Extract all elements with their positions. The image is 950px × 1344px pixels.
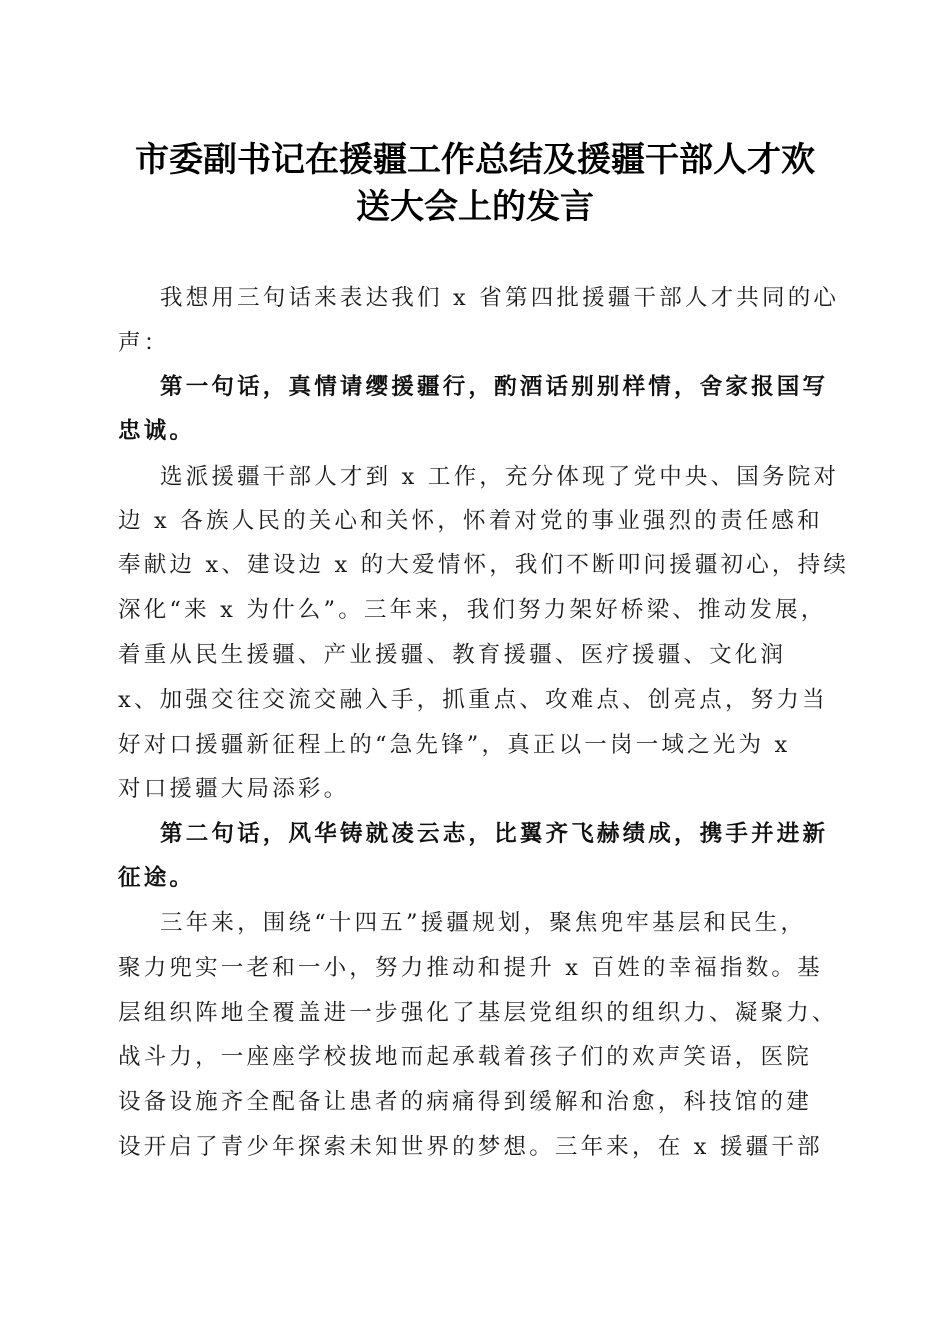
paragraph-line: 层组织阵地全覆盖进一步强化了基层党组织的组织力、凝聚力、 (118, 1000, 838, 1026)
paragraph-line: 我想用三句话来表达我们 x 省第四批援疆干部人才共同的心 (160, 285, 840, 311)
paragraph-line: 着重从民生援疆、产业援疆、教育援疆、医疗援疆、文化润 (118, 642, 787, 668)
paragraph-line: 选派援疆干部人才到 x 工作，充分体现了党中央、国务院对 (160, 464, 840, 490)
section-heading-line: 征途。 (118, 865, 196, 891)
paragraph-line: 对口援疆大局添彩。 (118, 776, 350, 802)
section-heading-line: 第二句话，风华铸就凌云志，比翼齐飞赫绩成，携手并进新 (160, 821, 829, 847)
paragraph-line: 声： (118, 330, 170, 356)
paragraph-line: 三年来，围绕“十四五”援疆规划，聚焦兜牢基层和民生， (160, 910, 807, 936)
paragraph-line: 深化“来 x 为什么”。三年来，我们努力架好桥梁、推动发展， (118, 597, 827, 623)
section-heading-line: 第一句话，真情请缨援疆行，酌酒话别别样情，舍家报国写 (160, 374, 829, 400)
paragraph-line: 奉献边 x、建设边 x 的大爱情怀，我们不断叩问援疆初心，持续 (118, 552, 850, 578)
paragraph-line: 聚力兜实一老和一小，努力推动和提升 x 百姓的幸福指数。基 (118, 955, 823, 981)
paragraph-line: 战斗力，一座座学校拔地而起承载着孩子们的欢声笑语，医院 (118, 1044, 812, 1070)
paragraph-line: 设开启了青少年探索未知世界的梦想。三年来，在 x 援疆干部 (118, 1134, 823, 1160)
paragraph-line: 好对口援疆新征程上的“急先锋”，真正以一岗一域之光为 x (118, 732, 791, 758)
paragraph-line: 边 x 各族人民的关心和关怀，怀着对党的事业强烈的责任感和 (118, 508, 823, 534)
paragraph-line: x、加强交往交流交融入手，抓重点、攻难点、创亮点，努力当 (118, 687, 828, 713)
document-title-line-2: 送大会上的发言 (356, 187, 594, 227)
section-heading-line: 忠诚。 (118, 418, 196, 444)
paragraph-line: 设备设施齐全配备让患者的病痛得到缓解和治愈，科技馆的建 (118, 1089, 812, 1115)
document-title-line-1: 市委副书记在援疆工作总结及援疆干部人才欢 (135, 140, 815, 180)
